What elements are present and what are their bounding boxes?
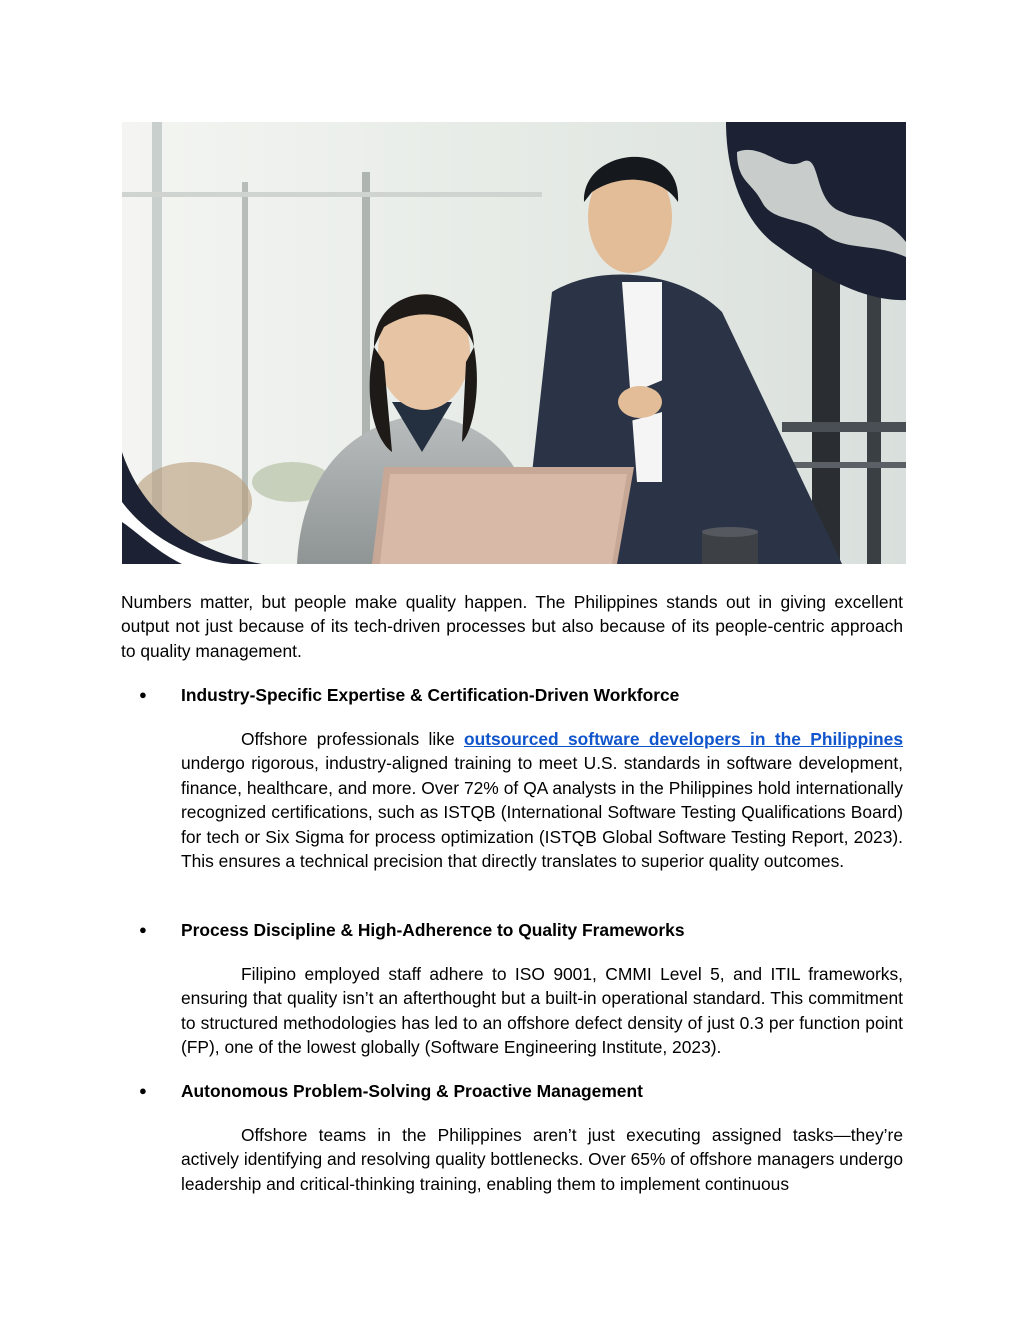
paragraph-text: undergo rigorous, industry-aligned training to meet U.S. standards in software development, finance, healthcare, and more. Over 72% of QA analysts in the Philippines hold internationally recognized certifications, such as ISTQB (International Software Testing Qualifications Board) for tech or Six Sigma for process optimization (ISTQB Global Software Testing Report, 2023). This ensures a technical precision that directly translates to superior quality outcomes. <box>181 753 903 872</box>
section-paragraph-problem-solving: Offshore teams in the Philippines aren’t just executing assigned tasks—they’re actively identifying and resolving quality bottlenecks. Over 65% of offshore managers undergo leadership and critical-thinking training, enabling them to implement continuous <box>181 1125 903 1194</box>
section-paragraph-expertise <box>181 727 903 873</box>
section-heading-text: Industry-Specific Expertise & Certification-Driven Workforce <box>181 685 680 705</box>
section-paragraph-process: Filipino employed staff adhere to ISO 9001, CMMI Level 5, and ITIL frameworks, ensuring that quality isn’t an afterthought but a built-in operational standard. This commitment to structured methodologies has led to an offshore defect density of just 0.3 per function point (FP), one of the lowest globally (Software Engineering Institute, 2023). <box>181 964 903 1058</box>
intro-paragraph: Numbers matter, but people make quality happen. The Philippines stands out in giving excellent output not just because of its tech-driven processes but also because of its people-centric approach to quality management. <box>121 592 903 661</box>
office-photo-illustration <box>122 122 906 564</box>
bullet-icon: ● <box>139 922 147 937</box>
paragraph-text: Offshore professionals like <box>241 729 464 749</box>
bullet-icon: ● <box>139 1083 147 1098</box>
outsourced-developers-link[interactable]: outsourced software developers in the Philippines <box>463 729 904 749</box>
section-heading-text: Process Discipline & High-Adherence to Quality Frameworks <box>181 920 685 940</box>
section-heading-text: Autonomous Problem-Solving & Proactive Management <box>181 1081 643 1101</box>
office-photo <box>122 122 906 564</box>
bullet-icon: ● <box>139 687 147 702</box>
